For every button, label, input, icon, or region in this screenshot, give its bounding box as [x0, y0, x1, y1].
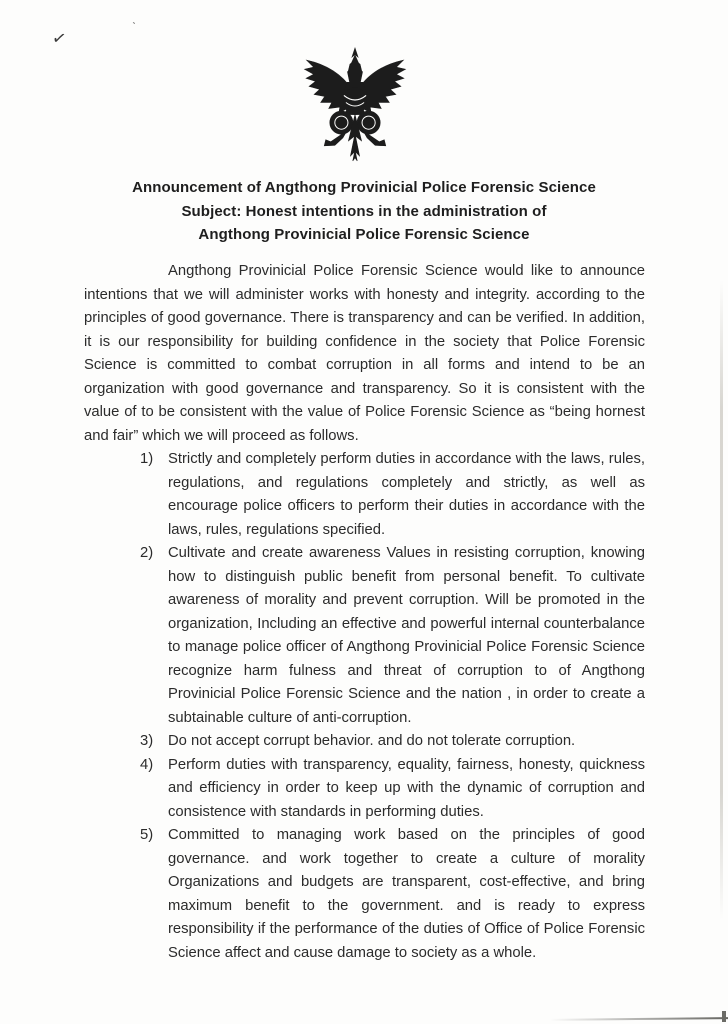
- list-item-number: 4): [140, 756, 154, 773]
- list-item-text: Perform duties with transparency, equality, fairness, honesty, quickness and efficiency in order to keep up with the dynamic of corruption and consistence with standards in performing duties.: [168, 756, 645, 820]
- stray-pen-tick: ˋ: [132, 20, 136, 34]
- list-item: [84, 448, 645, 542]
- title-line-2: Subject: Honest intentions in the administration of: [181, 202, 547, 220]
- document-title-block: [0, 176, 728, 247]
- list-item-number: 3): [140, 733, 154, 749]
- list-item-number: 2): [140, 545, 154, 561]
- title-line-1: Announcement of Angthong Provinicial Police Forensic Science: [132, 179, 596, 196]
- list-item-text: Cultivate and create awareness Values in resisting corruption, knowing how to distinguish public benefit from personal benefit. To cultivate awareness of morality and prevent corruption. Will be promoted in the organization, Including an effective and powerful internal counterbalance to manage police officer of Angthong Provinicial Police Forensic Science recognize harm fulness and threat of corruption to of Angthong Provinicial Police Forensic Science and the nation , in order to create a subtainable culture of anti-corruption.: [168, 545, 645, 726]
- numbered-list: [84, 448, 645, 965]
- list-item: [84, 754, 645, 825]
- list-item: [84, 542, 645, 730]
- list-item-number: 5): [140, 827, 154, 843]
- lead-paragraph: Angthong Provinicial Police Forensic Science would like to announce intentions that we will administer works with honesty and integrity. according to the principles of good governance. There is transparency and can be verified. In addition, it is our responsibility for building confidence in the society that Police Forensic Science is committed to combat corruption in all forms and intend to be an organization with good governance and transparency. So it is consistent with the value of to be consistent with the value of Police Forensic Science as “being hornest and fair” which we will proceed as follows.: [84, 263, 645, 444]
- list-item: [84, 824, 645, 965]
- scan-paper-edge: [720, 280, 723, 920]
- garuda-emblem-icon: [301, 47, 409, 164]
- title-line-3: Angthong Provinicial Police Forensic Science: [198, 226, 530, 243]
- list-item-text: Committed to managing work based on the principles of good governance. and work together to create a culture of morality Organizations and budgets are transparent, cost-effective, and bring maximum benefit to the government. and is ready to express responsibility if the performance of the duties of Office of Police Forensic Science affect and cause damage to society as a whole.: [168, 827, 645, 961]
- scan-bottom-shadow: [550, 1017, 728, 1021]
- list-item: [84, 730, 645, 754]
- list-item-number: 1): [140, 451, 154, 467]
- document-body: [84, 260, 645, 965]
- list-item-text: Strictly and completely perform duties in accordance with the laws, rules, regulations, and regulations completely and strictly, as well as encourage police officers to perform their duties in accordance with the laws, rules, regulations specified.: [168, 451, 645, 538]
- scan-corner-mark: [722, 1011, 726, 1022]
- list-item-text: Do not accept corrupt behavior. and do not tolerate corruption.: [168, 733, 576, 749]
- handwritten-check-mark: ✓: [50, 27, 68, 51]
